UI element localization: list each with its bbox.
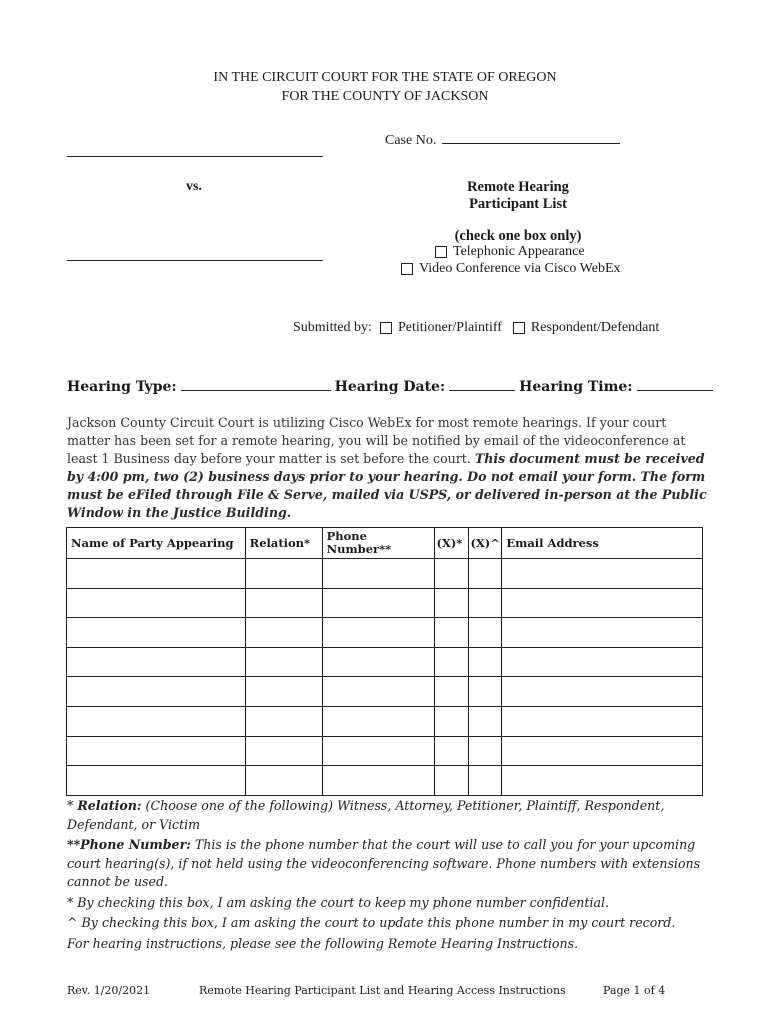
- submitted-by: [293, 320, 659, 336]
- email-cell[interactable]: [502, 766, 703, 796]
- phone-note-text: This is the phone number that the court will use to call you for your upcoming court hearing(s), if not held using the videoconferencing software. Phone numbers with extensions cannot be used.: [67, 837, 701, 889]
- court-line-1: IN THE CIRCUIT COURT FOR THE STATE OF OREGON: [213, 70, 557, 85]
- update-cell[interactable]: [469, 618, 502, 648]
- footnotes: [67, 797, 707, 955]
- name-cell[interactable]: [67, 647, 246, 677]
- telephonic-checkbox[interactable]: [435, 246, 447, 258]
- petitioner-name-field[interactable]: [67, 156, 323, 157]
- instructions-text: Jackson County Circuit Court is utilizing Cisco WebEx for most remote hearings. If your court matter has been set for a remote hearing, you will be notified by email of the videoconference at least 1 Business day before your matter is set before the court.: [67, 415, 686, 466]
- relation-prefix: *: [67, 798, 78, 813]
- phone-label: Phone Number:: [80, 837, 191, 852]
- email-cell[interactable]: [502, 677, 703, 707]
- telephonic-label: Telephonic Appearance: [453, 244, 585, 259]
- video-option[interactable]: [401, 261, 621, 277]
- hearing-time-label: Hearing Time:: [519, 379, 633, 395]
- table-row: [67, 706, 703, 736]
- telephonic-option[interactable]: [435, 244, 585, 260]
- header-email: Email Address: [502, 528, 703, 559]
- update-cell[interactable]: [469, 588, 502, 618]
- relation-cell[interactable]: [245, 766, 322, 796]
- phone-cell[interactable]: [322, 677, 435, 707]
- confidential-note: * By checking this box, I am asking the court to keep my phone number confidential.: [67, 894, 610, 910]
- table-row: [67, 588, 703, 618]
- phone-cell[interactable]: [322, 766, 435, 796]
- phone-note: [67, 836, 707, 892]
- video-checkbox[interactable]: [401, 263, 413, 275]
- confidential-cell[interactable]: [435, 766, 469, 796]
- footer-title: Remote Hearing Participant List and Hearing Access Instructions: [199, 984, 566, 997]
- update-cell[interactable]: [469, 706, 502, 736]
- confidential-cell[interactable]: [435, 677, 469, 707]
- name-cell[interactable]: [67, 588, 246, 618]
- case-number-label: Case No.: [385, 133, 437, 148]
- respondent-name-field[interactable]: [67, 260, 323, 261]
- relation-cell[interactable]: [245, 706, 322, 736]
- case-number-field[interactable]: [442, 131, 620, 144]
- phone-cell[interactable]: [322, 559, 435, 589]
- hearing-type-label: Hearing Type:: [67, 379, 177, 395]
- court-heading: [0, 68, 770, 106]
- relation-note-label: Relation:: [77, 798, 142, 813]
- email-cell[interactable]: [502, 647, 703, 677]
- relation-cell[interactable]: [245, 736, 322, 766]
- name-cell[interactable]: [67, 677, 246, 707]
- hearing-type-field[interactable]: [181, 379, 331, 391]
- hearing-date-label: Hearing Date:: [334, 379, 446, 395]
- check-one-instruction: (check one box only): [454, 228, 582, 244]
- phone-note-label: [67, 837, 191, 852]
- footer-page-number: Page 1 of 4: [603, 984, 666, 997]
- confidential-cell[interactable]: [435, 647, 469, 677]
- name-cell[interactable]: [67, 766, 246, 796]
- confidential-cell[interactable]: [435, 559, 469, 589]
- email-cell[interactable]: [502, 559, 703, 589]
- phone-cell[interactable]: [322, 618, 435, 648]
- header-phone: Phone Number**: [322, 528, 435, 559]
- phone-cell[interactable]: [322, 706, 435, 736]
- phone-prefix: **: [67, 837, 81, 852]
- relation-note: [67, 797, 707, 834]
- name-cell[interactable]: [67, 559, 246, 589]
- submitted-by-label: Submitted by:: [293, 320, 372, 335]
- phone-cell[interactable]: [322, 736, 435, 766]
- name-cell[interactable]: [67, 736, 246, 766]
- name-cell[interactable]: [67, 618, 246, 648]
- relation-cell[interactable]: [245, 677, 322, 707]
- update-cell[interactable]: [469, 647, 502, 677]
- email-cell[interactable]: [502, 736, 703, 766]
- footer-revision: Rev. 1/20/2021: [67, 984, 151, 997]
- header-name: Name of Party Appearing: [67, 528, 246, 559]
- update-note: ^ By checking this box, I am asking the court to update this phone number in my court record.: [67, 915, 676, 930]
- update-cell[interactable]: [469, 736, 502, 766]
- instructions-paragraph: [67, 414, 707, 522]
- petitioner-checkbox[interactable]: [380, 322, 392, 334]
- relation-cell[interactable]: [245, 588, 322, 618]
- table-row: [67, 736, 703, 766]
- phone-cell[interactable]: [322, 647, 435, 677]
- table-row: [67, 618, 703, 648]
- table-row: [67, 766, 703, 796]
- confidential-cell[interactable]: [435, 736, 469, 766]
- form-title: [420, 179, 616, 213]
- confidential-cell[interactable]: [435, 706, 469, 736]
- form-title-line-1: Remote Hearing: [467, 179, 569, 195]
- instructions-reference: For hearing instructions, please see the following Remote Hearing Instructions.: [67, 935, 579, 951]
- header-update: (X)^: [469, 528, 502, 559]
- form-title-line-2: Participant List: [469, 196, 567, 212]
- table-header-row: [67, 528, 703, 559]
- relation-cell[interactable]: [245, 618, 322, 648]
- respondent-checkbox[interactable]: [513, 322, 525, 334]
- header-confidential: (X)*: [435, 528, 469, 559]
- confidential-cell[interactable]: [435, 618, 469, 648]
- phone-cell[interactable]: [322, 588, 435, 618]
- hearing-time-field[interactable]: [637, 379, 713, 391]
- name-cell[interactable]: [67, 706, 246, 736]
- case-number: [385, 131, 620, 149]
- confidential-cell[interactable]: [435, 588, 469, 618]
- versus-label: vs.: [186, 179, 202, 194]
- table-row: [67, 677, 703, 707]
- court-line-2: FOR THE COUNTY OF JACKSON: [281, 89, 489, 104]
- table-row: [67, 647, 703, 677]
- table-row: [67, 559, 703, 589]
- relation-note-text: (Choose one of the following) Witness, Attorney, Petitioner, Plaintiff, Respondent, Defendant, or Victim: [67, 798, 665, 832]
- hearing-details: [67, 379, 717, 395]
- update-cell[interactable]: [469, 677, 502, 707]
- relation-cell[interactable]: [245, 647, 322, 677]
- email-cell[interactable]: [502, 588, 703, 618]
- header-relation: Relation*: [245, 528, 322, 559]
- participant-table: [66, 527, 703, 796]
- petitioner-label: Petitioner/Plaintiff: [397, 320, 502, 335]
- update-cell[interactable]: [469, 766, 502, 796]
- respondent-label: Respondent/Defendant: [530, 320, 660, 335]
- table-body: [67, 559, 703, 796]
- video-label: Video Conference via Cisco WebEx: [419, 261, 621, 276]
- email-cell[interactable]: [502, 618, 703, 648]
- email-cell[interactable]: [502, 706, 703, 736]
- relation-cell[interactable]: [245, 559, 322, 589]
- instructions-emphasis: This document must be received by 4:00 pm, two (2) business days prior to your hearing. Do not email your form. The form must be eFiled through File & Serve, mailed via USPS, or delivered in-person at the Public Window in the Justice Building.: [67, 451, 707, 520]
- update-cell[interactable]: [469, 559, 502, 589]
- hearing-date-field[interactable]: [449, 379, 515, 391]
